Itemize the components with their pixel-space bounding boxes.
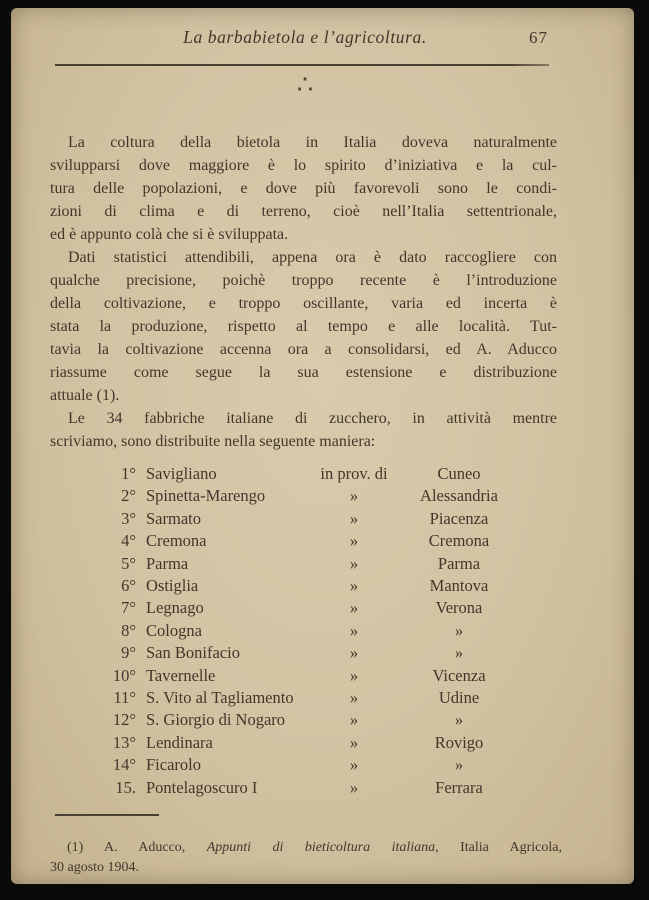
factory-prov: » [454, 643, 464, 663]
factory-row [95, 709, 525, 731]
factory-num: 7° [121, 598, 136, 618]
factory-prov: Mantova [429, 576, 489, 596]
factory-mid: » [349, 576, 359, 596]
factory-num: 9° [121, 643, 136, 663]
factory-row [95, 687, 525, 709]
text-line: Le 34 fabbriche italiane di zucchero, in attività mentre [68, 410, 557, 427]
footnote-line [50, 838, 562, 858]
factory-prov: Alessandria [420, 486, 498, 506]
footnote-line: 30 agosto 1904. [50, 859, 140, 875]
factory-name: S. Vito al Tagliamento [146, 688, 294, 708]
header-rule [55, 64, 549, 66]
factory-mid: » [349, 531, 359, 551]
factory-mid: » [349, 777, 359, 797]
factory-row [95, 665, 525, 687]
footnote [50, 838, 562, 877]
footnote-work-title: Appunti di bieticoltura italiana [206, 840, 436, 855]
factory-mid: » [349, 665, 359, 685]
factory-name: San Bonifacio [146, 643, 240, 663]
factory-name: Sarmato [146, 508, 201, 528]
factory-num: 3° [121, 508, 136, 528]
text-line: tura delle popolazioni, e dove più favorevoli sono le condi- [50, 180, 557, 197]
factory-name: Parma [146, 553, 189, 573]
factory-row [95, 620, 525, 642]
factory-name: Savigliano [146, 464, 217, 483]
text-line: scriviamo, sono distribuite nella seguente maniera: [50, 433, 376, 450]
factory-prov: Verona [435, 598, 483, 618]
factory-mid: » [349, 710, 359, 730]
text-line: qualche precisione, poichè troppo recente è l’introduzione [50, 272, 557, 289]
factory-num: 2° [121, 486, 136, 506]
factory-prov: Cremona [428, 531, 490, 551]
footnote-rule [55, 814, 159, 816]
factory-name: Cologna [146, 620, 202, 640]
body-text [50, 131, 557, 453]
factory-row [95, 754, 525, 776]
factory-num: 13° [112, 732, 136, 752]
factory-mid: » [349, 508, 359, 528]
factory-name: Legnago [146, 598, 204, 618]
factory-name: Spinetta-Marengo [146, 486, 266, 506]
factory-prov: Rovigo [434, 732, 484, 752]
factory-prov: Vicenza [432, 665, 486, 685]
factory-num: 8° [121, 620, 136, 640]
factory-row [95, 508, 525, 530]
factory-prov: Cuneo [437, 464, 481, 483]
factory-name: Tavernelle [146, 665, 216, 685]
factory-row [95, 732, 525, 754]
factory-name: S. Giorgio di Nogaro [146, 710, 286, 730]
factory-mid: in prov. di [320, 464, 388, 483]
text-line: svilupparsi dove maggiore è lo spirito d’iniziativa e la cul- [50, 157, 557, 174]
text-line: stata la produzione, rispetto al tempo e alle località. Tut- [50, 318, 557, 335]
factory-list [95, 463, 525, 799]
factory-prov: Udine [438, 688, 480, 708]
factory-mid: » [349, 688, 359, 708]
factory-mid: » [349, 755, 359, 775]
factory-num: 12° [112, 710, 136, 730]
factory-row [95, 553, 525, 575]
paragraph [50, 407, 557, 453]
asterism-ornament: ∴ [296, 70, 314, 99]
factory-num: 10° [112, 665, 136, 685]
factory-mid: » [349, 486, 359, 506]
factory-prov: Parma [437, 553, 481, 573]
factory-name: Ostiglia [146, 576, 199, 596]
factory-row [95, 642, 525, 664]
page-number: 67 [529, 28, 548, 47]
text-line: La coltura della bietola in Italia doveva naturalmente [68, 134, 557, 151]
factory-num: 5° [121, 553, 136, 573]
factory-mid: » [349, 553, 359, 573]
factory-mid: » [349, 643, 359, 663]
text-line: riassume come segue la sua estensione e distribuzione [50, 364, 557, 381]
factory-row [95, 777, 525, 799]
factory-row [95, 463, 525, 485]
factory-num: 4° [121, 531, 136, 551]
factory-row [95, 485, 525, 507]
factory-num: 14° [112, 755, 136, 775]
factory-mid: » [349, 620, 359, 640]
factory-prov: Ferrara [435, 777, 483, 797]
factory-name: Pontelagoscuro I [146, 777, 258, 797]
factory-row [95, 597, 525, 619]
running-header-title: La barbabietola e l’agricoltura. [183, 27, 427, 47]
footnote-prefix: (1) A. Aducco, [67, 840, 207, 855]
factory-prov: Piacenza [429, 508, 489, 528]
factory-num: 15. [115, 777, 136, 797]
text-line: della coltivazione, e troppo oscillante, varia ed incerta è [50, 295, 557, 312]
factory-row [95, 575, 525, 597]
text-line: attuale (1). [50, 387, 120, 404]
paragraph [50, 246, 557, 407]
text-line: ed è appunto colà che si è sviluppata. [50, 226, 289, 243]
factory-name: Cremona [146, 531, 207, 551]
factory-name: Lendinara [146, 732, 213, 752]
factory-name: Ficarolo [146, 755, 201, 775]
paragraph [50, 131, 557, 246]
text-line: Dati statistici attendibili, appena ora è dato raccogliere con [68, 249, 557, 266]
text-line: zioni di clima e di terreno, cioè nell’Italia settentrionale, [50, 203, 557, 220]
factory-mid: » [349, 732, 359, 752]
factory-row [95, 530, 525, 552]
footnote-suffix: , Italia Agricola, [435, 840, 562, 855]
factory-num: 6° [121, 576, 136, 596]
factory-prov: » [454, 755, 464, 775]
factory-prov: » [454, 710, 464, 730]
text-line: tavia la coltivazione accenna ora a consolidarsi, ed A. Aducco [50, 341, 557, 358]
factory-prov: » [454, 620, 464, 640]
factory-num: 11° [113, 688, 136, 708]
factory-mid: » [349, 598, 359, 618]
factory-num: 1° [121, 464, 136, 483]
